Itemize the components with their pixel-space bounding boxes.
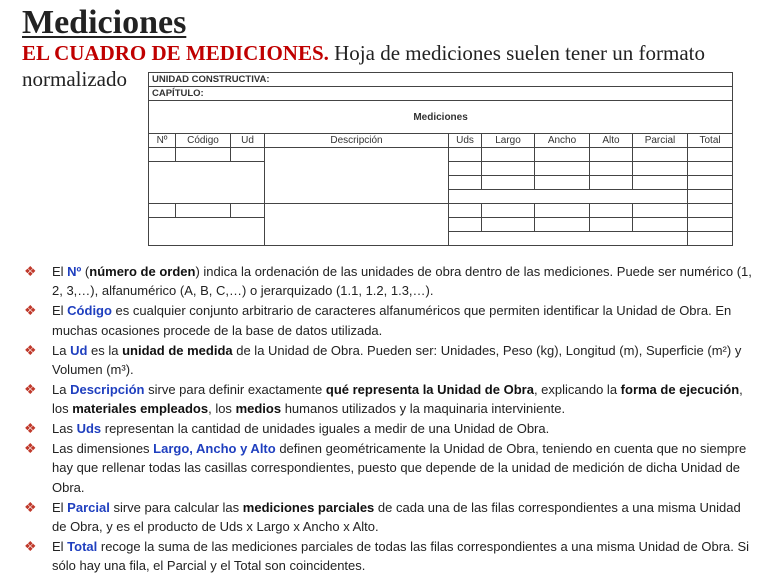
diamond-bullet-icon: ❖ (24, 420, 37, 437)
list-item: ❖ Las dimensiones Largo, Ancho y Alto definen geométricamente la Unidad de Obra, teniendo en cuenta que no siempre hay que rellenar todas las casillas correspondientes, puesto que depende de la unidad de medición de dicha Unidad de Obra. (24, 440, 747, 495)
col-header: Nº (149, 134, 176, 148)
table-row (149, 204, 733, 218)
diamond-bullet-icon: ❖ (24, 537, 37, 554)
diamond-bullet-icon: ❖ (24, 498, 37, 515)
col-header: Código (176, 134, 231, 148)
list-item: ❖ El Código es cualquier conjunto arbitrario de caracteres alfanuméricos que permiten identificar la Unidad de Obra. En muchas ocasiones procede de la base de datos utilizada. (24, 302, 732, 338)
col-header: Total (688, 134, 733, 148)
diamond-bullet-icon: ❖ (24, 302, 37, 319)
subtitle-text: Hoja de mediciones suelen tener un formato (328, 41, 706, 65)
bold-term: materiales empleados (72, 401, 209, 417)
list-item: ❖ La Descripción sirve para definir exactamente qué representa la Unidad de Obra, explicando la forma de ejecución, los materiales empleados, los medios humanos utilizados y la maquinaria interviniente. (24, 380, 743, 417)
bold-term: medios (235, 401, 282, 417)
mediciones-header: Mediciones (149, 101, 733, 134)
diamond-bullet-icon: ❖ (24, 341, 37, 358)
col-header: Largo (482, 134, 535, 148)
subtitle-highlight: EL CUADRO DE MEDICIONES. (22, 41, 329, 65)
page-title: Mediciones (22, 4, 187, 41)
col-header: Ud (231, 134, 265, 148)
keyword: Largo, Ancho y Alto (153, 441, 276, 457)
bold-term: mediciones parciales (242, 499, 375, 515)
list-item: ❖ El Parcial sirve para calcular las mediciones parciales de cada una de las filas correspondientes a una misma Unidad de Obra, y es el producto de Uds x Largo x Ancho x Alto. (24, 498, 741, 534)
measurement-sheet (148, 72, 733, 246)
col-header: Descripción (265, 134, 449, 148)
bold-term: unidad de medida (122, 342, 233, 358)
col-header: Alto (590, 134, 633, 148)
list-item: ❖ El Total recoge la suma de las mediciones parciales de todas las filas correspondientes a una misma Unidad de Obra. Si sólo hay una fila, el Parcial y el Total son coincidentes. (24, 537, 750, 574)
keyword: Total (67, 538, 98, 554)
subtitle-line2: normalizado (22, 67, 127, 91)
keyword: Descripción (70, 381, 145, 397)
bold-term: qué representa la Unidad de Obra (325, 381, 534, 397)
list-item: ❖ La Ud es la unidad de medida de la Unidad de Obra. Pueden ser: Unidades, Peso (kg), Longitud (m), Superficie (m²) y Volumen (m³). (24, 341, 742, 377)
col-header: Parcial (633, 134, 688, 148)
capitulo-label: CAPÍTULO: (149, 87, 733, 101)
diamond-bullet-icon: ❖ (24, 263, 37, 279)
keyword: Nº (67, 264, 82, 279)
bold-term: número de orden (89, 264, 196, 279)
bold-term: forma de ejecución (620, 381, 740, 397)
keyword: Código (67, 303, 112, 319)
col-header: Ancho (535, 134, 590, 148)
unidad-constructiva-label: UNIDAD CONSTRUCTIVA: (149, 73, 733, 87)
explanation-list (22, 262, 757, 576)
keyword: Uds (76, 421, 102, 437)
list-item: ❖ El Nº (número de orden) indica la ordenación de las unidades de obra dentro de las mediciones. Puede ser numérico (1, 2, 3,…), alfanumérico (A, B, C,…) o jerarquizado (1.1, 1.2, 1.3,…). (24, 263, 752, 299)
col-header: Uds (449, 134, 482, 148)
keyword: Ud (70, 342, 88, 358)
column-header-row (149, 134, 733, 148)
keyword: Parcial (67, 499, 110, 515)
table-row (149, 148, 733, 162)
diamond-bullet-icon: ❖ (24, 440, 37, 457)
list-item: ❖ Las Uds representan la cantidad de unidades iguales a medir de una Unidad de Obra. (22, 419, 757, 438)
diamond-bullet-icon: ❖ (24, 380, 37, 397)
